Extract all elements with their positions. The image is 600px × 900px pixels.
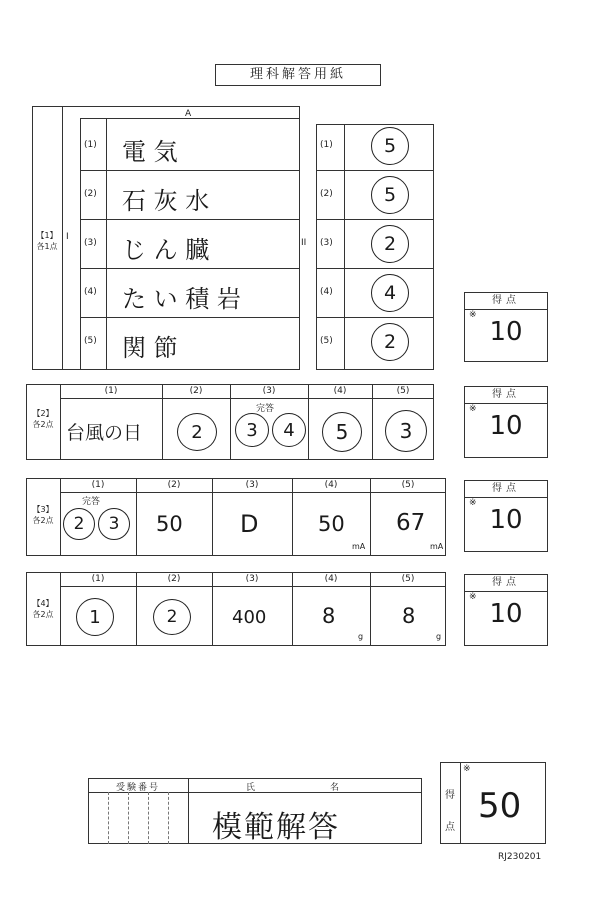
s3-head-1: (1) bbox=[91, 480, 105, 490]
s3-answer-1a: 2 bbox=[63, 508, 95, 540]
s4-head-5: (5) bbox=[401, 574, 415, 584]
s4-answer-1: 1 bbox=[76, 598, 114, 636]
total-mark: ※ bbox=[463, 764, 471, 774]
s4-head-2: (2) bbox=[167, 574, 181, 584]
s1-i-row-answer: じ ん 臓 bbox=[122, 236, 210, 264]
s2-head-3: (3) bbox=[262, 386, 276, 396]
s1-ii-row-number: (4) bbox=[320, 287, 333, 297]
s3-head-2: (2) bbox=[167, 480, 181, 490]
s1-i-row-number: (5) bbox=[84, 336, 97, 346]
section2-label: 【2】 各2点 bbox=[32, 409, 54, 429]
s2-answer-3b: 4 bbox=[272, 413, 306, 447]
section4-label: 【4】 各2点 bbox=[32, 599, 54, 619]
exam-number-label: 受験番号 bbox=[115, 783, 160, 793]
s2-head-2: (2) bbox=[189, 386, 203, 396]
s3-head-4: (4) bbox=[324, 480, 338, 490]
s3-answer-4: 50 bbox=[318, 512, 345, 536]
section1-label: 【1】 各1点 bbox=[36, 231, 58, 251]
section4-score-box: 得点 ※ 10 bbox=[464, 574, 548, 646]
s4-head-3: (3) bbox=[245, 574, 259, 584]
s1-ii-row-number: (2) bbox=[320, 189, 333, 199]
s1-i-row-answer: 関 節 bbox=[122, 334, 178, 362]
total-label-2: 点 bbox=[445, 822, 455, 833]
s1-ii-row-number: (3) bbox=[320, 238, 333, 248]
section2-score: 10 bbox=[489, 411, 523, 441]
s4-answer-5: 8 bbox=[402, 604, 416, 628]
s3-answer-2: 50 bbox=[156, 512, 183, 536]
part-i-label: I bbox=[66, 232, 69, 242]
s1-ii-row-answer: 2 bbox=[371, 323, 409, 361]
s1-ii-row-answer: 5 bbox=[371, 176, 409, 214]
s3-answer-3: D bbox=[240, 510, 259, 538]
s3-head-5: (5) bbox=[401, 480, 415, 490]
s4-answer-4: 8 bbox=[322, 604, 336, 628]
s1-i-row-number: (2) bbox=[84, 189, 97, 199]
name-label-1: 氏 bbox=[246, 783, 256, 793]
s4-head-1: (1) bbox=[91, 574, 105, 584]
s4-head-4: (4) bbox=[324, 574, 338, 584]
form-code: RJ230201 bbox=[498, 852, 542, 862]
s3-answer-1-note: 完答 bbox=[82, 497, 101, 507]
s2-answer-2: 2 bbox=[177, 413, 217, 451]
s1-i-row-number: (4) bbox=[84, 287, 97, 297]
part-ii-label: II bbox=[301, 238, 307, 248]
s4-answer-5-unit: g bbox=[436, 632, 442, 641]
s2-answer-3-note: 完答 bbox=[256, 404, 275, 414]
s1-ii-row-number: (5) bbox=[320, 336, 333, 346]
s1-i-row-answer: 電 気 bbox=[122, 138, 178, 166]
total-label-1: 得 bbox=[445, 790, 455, 801]
s2-answer-5: 3 bbox=[385, 410, 427, 452]
section2-score-box: 得点 ※ 10 bbox=[464, 386, 548, 458]
s2-head-5: (5) bbox=[396, 386, 410, 396]
s1-ii-row-answer: 5 bbox=[371, 127, 409, 165]
s1-i-row-answer: た い 積 岩 bbox=[122, 285, 241, 313]
section4-score: 10 bbox=[489, 599, 523, 629]
s2-head-4: (4) bbox=[333, 386, 347, 396]
s1-i-row-answer: 石 灰 水 bbox=[122, 187, 210, 215]
s4-answer-3: 400 bbox=[232, 607, 267, 628]
s2-head-1: (1) bbox=[104, 386, 118, 396]
column-a-label: A bbox=[185, 109, 192, 119]
section1-score: 10 bbox=[489, 317, 523, 347]
s3-head-3: (3) bbox=[245, 480, 259, 490]
s3-answer-1b: 3 bbox=[98, 508, 130, 540]
s1-ii-row-answer: 2 bbox=[371, 225, 409, 263]
name-label-2: 名 bbox=[330, 783, 340, 793]
s3-answer-5-unit: mA bbox=[430, 542, 444, 551]
s1-ii-row-number: (1) bbox=[320, 140, 333, 150]
s3-answer-5: 67 bbox=[396, 510, 426, 536]
s2-answer-3a: 3 bbox=[235, 413, 269, 447]
total-score: 50 bbox=[478, 786, 522, 826]
section1-score-box: 得点 ※ 10 bbox=[464, 292, 548, 362]
student-name: 模範解答 bbox=[212, 810, 340, 845]
sheet-title: 理科解答用紙 bbox=[215, 64, 381, 86]
s1-ii-row-answer: 4 bbox=[371, 274, 409, 312]
s1-i-row-number: (3) bbox=[84, 238, 97, 248]
s2-answer-1: 台風の日 bbox=[66, 422, 143, 444]
section3-label: 【3】 各2点 bbox=[32, 505, 54, 525]
s1-i-row-number: (1) bbox=[84, 140, 97, 150]
s4-answer-4-unit: g bbox=[358, 632, 364, 641]
section3-score-box: 得点 ※ 10 bbox=[464, 480, 548, 552]
s4-answer-2: 2 bbox=[153, 599, 191, 635]
s2-answer-4: 5 bbox=[322, 412, 362, 452]
section3-score: 10 bbox=[489, 505, 523, 535]
s3-answer-4-unit: mA bbox=[352, 542, 366, 551]
